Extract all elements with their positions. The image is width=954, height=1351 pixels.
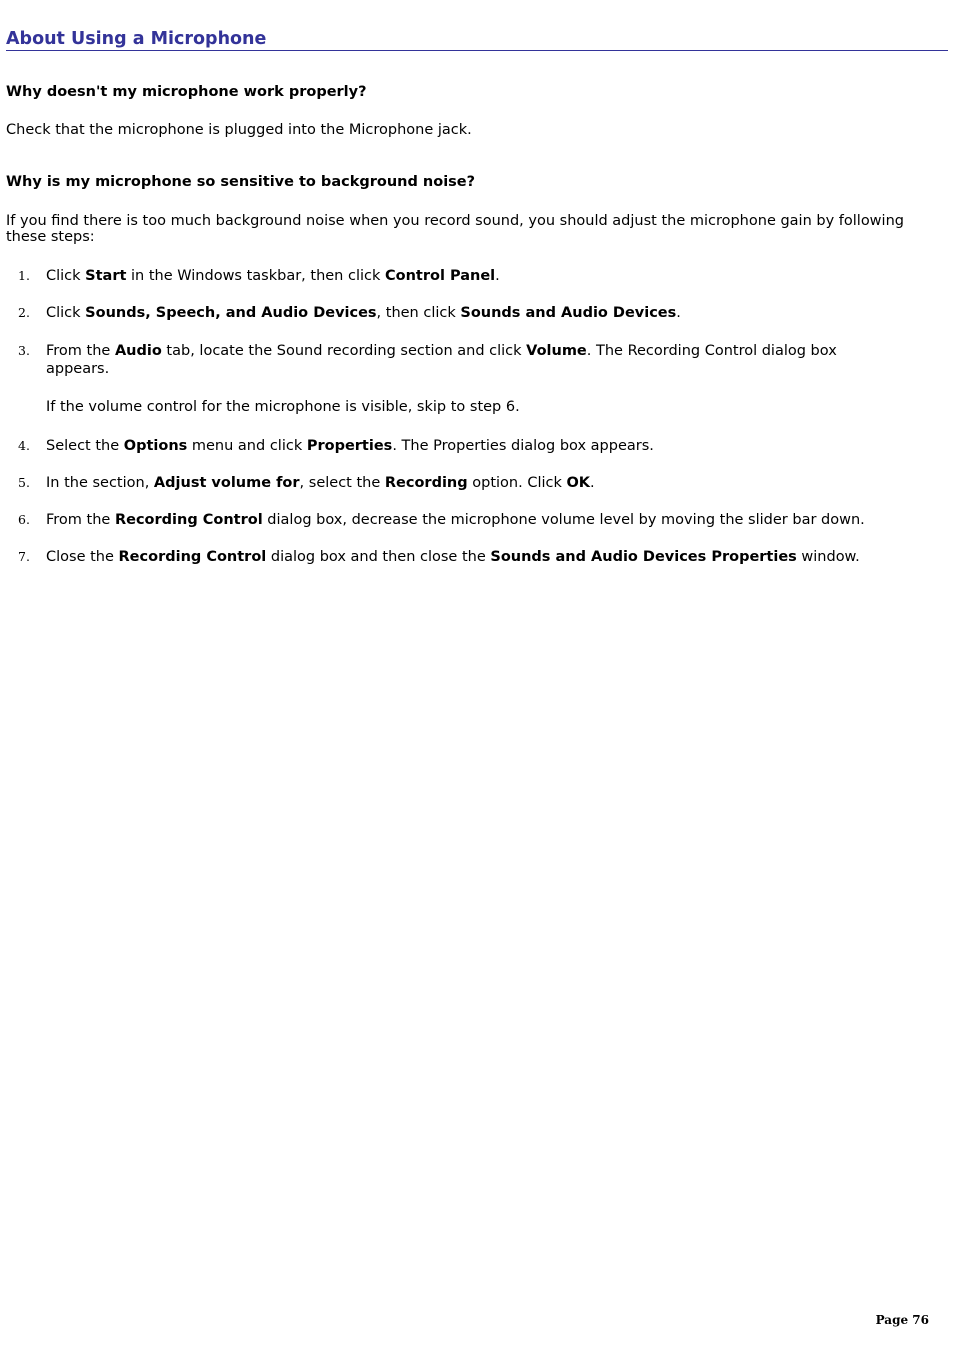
step-2-number: 2. <box>18 305 30 320</box>
step-5-text: In the section, Adjust volume for, select the Recording option. Click OK. <box>46 475 595 491</box>
step-3-note: If the volume control for the microphone is visible, skip to step 6. <box>46 399 520 415</box>
step-6-text: From the Recording Control dialog box, decrease the microphone volume level by moving the slider bar down. <box>46 512 865 528</box>
step-5-number: 5. <box>18 475 30 490</box>
step-3-text: From the Audio tab, locate the Sound recording section and click Volume. The Recording Control dialog box appears. <box>46 343 837 377</box>
page-title: About Using a Microphone <box>6 28 948 51</box>
answer-2: If you find there is too much background noise when you record sound, you should adjust the microphone gain by following these steps: <box>6 213 904 245</box>
question-2: Why is my microphone so sensitive to background noise? <box>6 174 476 190</box>
page-number: Page 76 <box>875 1313 929 1327</box>
step-7-text: Close the Recording Control dialog box and then close the Sounds and Audio Devices Properties window. <box>46 549 860 565</box>
step-2-text: Click Sounds, Speech, and Audio Devices, then click Sounds and Audio Devices. <box>46 305 681 321</box>
step-4-text: Select the Options menu and click Properties. The Properties dialog box appears. <box>46 438 654 454</box>
step-1-number: 1. <box>18 268 30 283</box>
step-3-number: 3. <box>18 343 30 358</box>
answer-1: Check that the microphone is plugged into the Microphone jack. <box>6 122 472 138</box>
step-6-number: 6. <box>18 512 30 527</box>
step-7-number: 7. <box>18 549 30 564</box>
question-1: Why doesn't my microphone work properly? <box>6 84 367 100</box>
step-1-text: Click Start in the Windows taskbar, then click Control Panel. <box>46 268 500 284</box>
step-4-number: 4. <box>18 438 30 453</box>
